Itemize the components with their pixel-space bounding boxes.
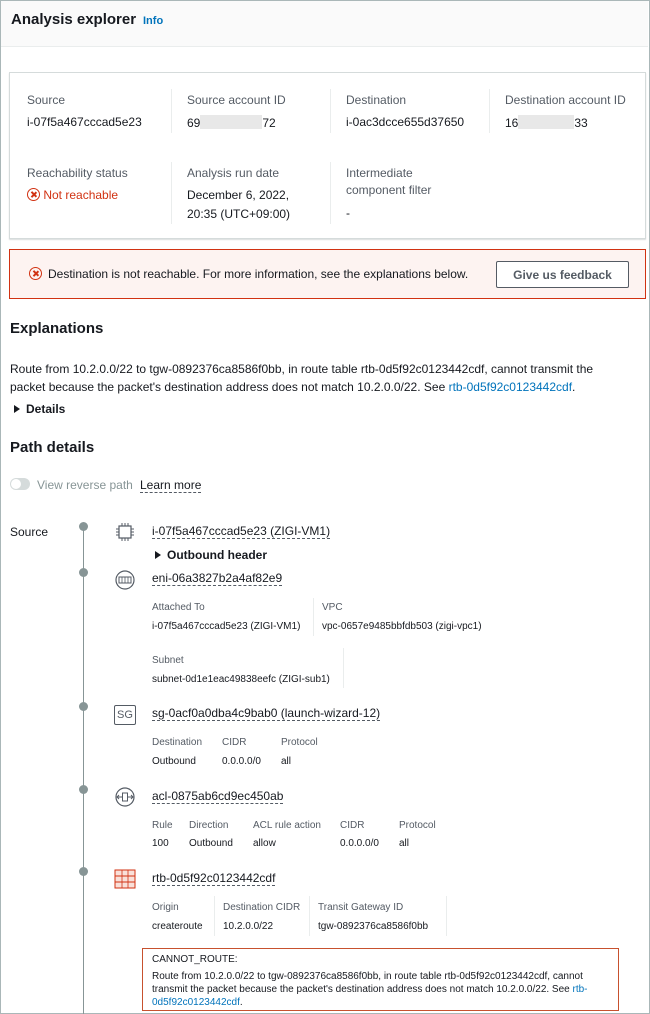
acl-col-action: ACL rule action [253, 820, 321, 831]
reachability-label: Reachability status [27, 166, 128, 180]
sg-col-protocol: Protocol [281, 737, 318, 748]
acl-val-action: allow [253, 838, 276, 849]
divider [330, 162, 331, 224]
source-value: i-07f5a467cccad5e23 [27, 115, 142, 129]
caret-right-icon [155, 551, 161, 559]
caret-right-icon [14, 405, 20, 413]
network-acl-icon [114, 787, 136, 807]
source-account-label: Source account ID [187, 93, 286, 107]
error-route-table-link-cont[interactable]: 0d5f92c0123442cdf [152, 997, 240, 1008]
timeline-line [83, 527, 84, 1014]
summary-panel [9, 72, 646, 239]
network-interface-icon [114, 570, 136, 590]
divider [330, 89, 331, 133]
divider [489, 89, 490, 133]
acl-val-direction: Outbound [189, 838, 233, 849]
source-label: Source [27, 93, 66, 107]
error-text: Route from 10.2.0.0/22 to tgw-0892376ca8586f0bb, in route table rtb-0d5f92c0123442cdf, cannot transmit the packet because the packet's destination address does not match 10.2.0.0/22. See rtb- 0d5f92c0123442cdf. [152, 971, 588, 1008]
rtb-col-origin: Origin [152, 902, 179, 913]
destination-label: Destination [346, 93, 407, 107]
rtb-val-tgw: tgw-0892376ca8586f0bb [318, 921, 429, 932]
sg-col-cidr: CIDR [222, 737, 247, 748]
filter-label-2: component filter [346, 183, 432, 197]
divider [171, 89, 172, 133]
acl-col-cidr: CIDR [340, 820, 365, 831]
destination-value: i-0ac3dcce655d37650 [346, 115, 465, 129]
acl-val-rule: 100 [152, 838, 169, 849]
redaction-mask [200, 115, 262, 129]
reachability-status: Not reachable [27, 188, 118, 202]
error-circle-icon [27, 188, 40, 201]
divider [214, 896, 215, 936]
info-link[interactable]: Info [143, 15, 164, 27]
acl-col-direction: Direction [189, 820, 229, 831]
cannot-route-error [142, 948, 619, 1011]
page-title: Analysis explorer [11, 11, 137, 28]
destination-account-value: 16 33 [505, 116, 588, 130]
filter-label-1: Intermediate [346, 166, 413, 180]
filter-value: - [346, 206, 350, 220]
sg-val-cidr: 0.0.0.0/0 [222, 756, 261, 767]
reverse-path-label: View reverse path [37, 478, 133, 492]
sg-val-protocol: all [281, 756, 292, 767]
divider [309, 896, 310, 936]
reverse-path-toggle[interactable] [10, 478, 30, 490]
path-source-label: Source [10, 525, 49, 539]
run-date-label: Analysis run date [187, 166, 280, 180]
instance-chip-icon [114, 522, 136, 542]
network-acl-link[interactable]: acl-0875ab6cd9ec450ab [152, 789, 284, 803]
timeline-dot [79, 867, 88, 876]
destination-account-label: Destination account ID [505, 93, 626, 107]
security-group-link[interactable]: sg-0acf0a0dba4c9bab0 (launch-wizard-12) [152, 706, 381, 720]
rtb-col-destination-cidr: Destination CIDR [223, 902, 301, 913]
timeline-dot [79, 568, 88, 577]
run-date-line1: December 6, 2022, [187, 188, 290, 202]
sg-col-destination: Destination [152, 737, 203, 748]
error-circle-icon [29, 267, 42, 280]
attached-to-value: i-07f5a467cccad5e23 (ZIGI-VM1) [152, 621, 301, 632]
timeline-dot [79, 785, 88, 794]
divider [313, 598, 314, 636]
error-route-table-link[interactable]: rtb- [572, 984, 588, 995]
acl-val-cidr: 0.0.0.0/0 [340, 838, 379, 849]
acl-col-rule: Rule [152, 820, 173, 831]
security-group-icon: SG [114, 705, 136, 725]
attached-to-label: Attached To [152, 602, 205, 613]
sg-val-destination: Outbound [152, 756, 196, 767]
vpc-label: VPC [322, 602, 343, 613]
run-date-line2: 20:35 (UTC+09:00) [187, 207, 291, 221]
route-table-icon [114, 869, 136, 889]
acl-val-protocol: all [399, 838, 410, 849]
acl-col-protocol: Protocol [399, 820, 436, 831]
give-feedback-button[interactable]: Give us feedback [496, 261, 629, 288]
rtb-col-tgw: Transit Gateway ID [318, 902, 404, 913]
rtb-val-destination-cidr: 10.2.0.0/22 [223, 921, 274, 932]
error-alert [9, 249, 646, 299]
learn-more-link[interactable]: Learn more [140, 478, 202, 492]
instance-link[interactable]: i-07f5a467cccad5e23 (ZIGI-VM1) [152, 524, 331, 538]
eni-link[interactable]: eni-06a3827b2a4af82e9 [152, 571, 283, 585]
rtb-val-origin: createroute [152, 921, 203, 932]
alert-message: Destination is not reachable. For more information, see the explanations below. [48, 267, 469, 281]
route-table-node-link[interactable]: rtb-0d5f92c0123442cdf [152, 871, 276, 885]
divider [171, 162, 172, 224]
route-table-link[interactable]: rtb-0d5f92c0123442cdf [448, 380, 573, 394]
error-code: CANNOT_ROUTE: [152, 954, 238, 965]
outbound-header-expander[interactable]: Outbound header [155, 548, 267, 562]
path-details-heading: Path details [10, 439, 95, 456]
redaction-mask [518, 115, 574, 129]
vpc-value: vpc-0657e9485bbfdb503 (zigi-vpc1) [322, 621, 482, 632]
source-account-value: 69 72 [187, 116, 276, 130]
divider [446, 896, 447, 936]
divider [343, 648, 344, 688]
subnet-label: Subnet [152, 655, 184, 666]
page-header [1, 1, 648, 47]
details-expander[interactable]: Details [14, 402, 65, 416]
timeline-dot [79, 702, 88, 711]
explanation-text: Route from 10.2.0.0/22 to tgw-0892376ca8586f0bb, in route table rtb-0d5f92c0123442cdf, cannot transmit the packet because the packet's destination address does not match 10.2.0.0/22. See rtb-0d5f92c0123442cdf. [10, 362, 594, 394]
timeline-dot [79, 522, 88, 531]
explanations-heading: Explanations [10, 320, 104, 337]
subnet-value: subnet-0d1e1eac49838eefc (ZIGI-sub1) [152, 674, 330, 685]
